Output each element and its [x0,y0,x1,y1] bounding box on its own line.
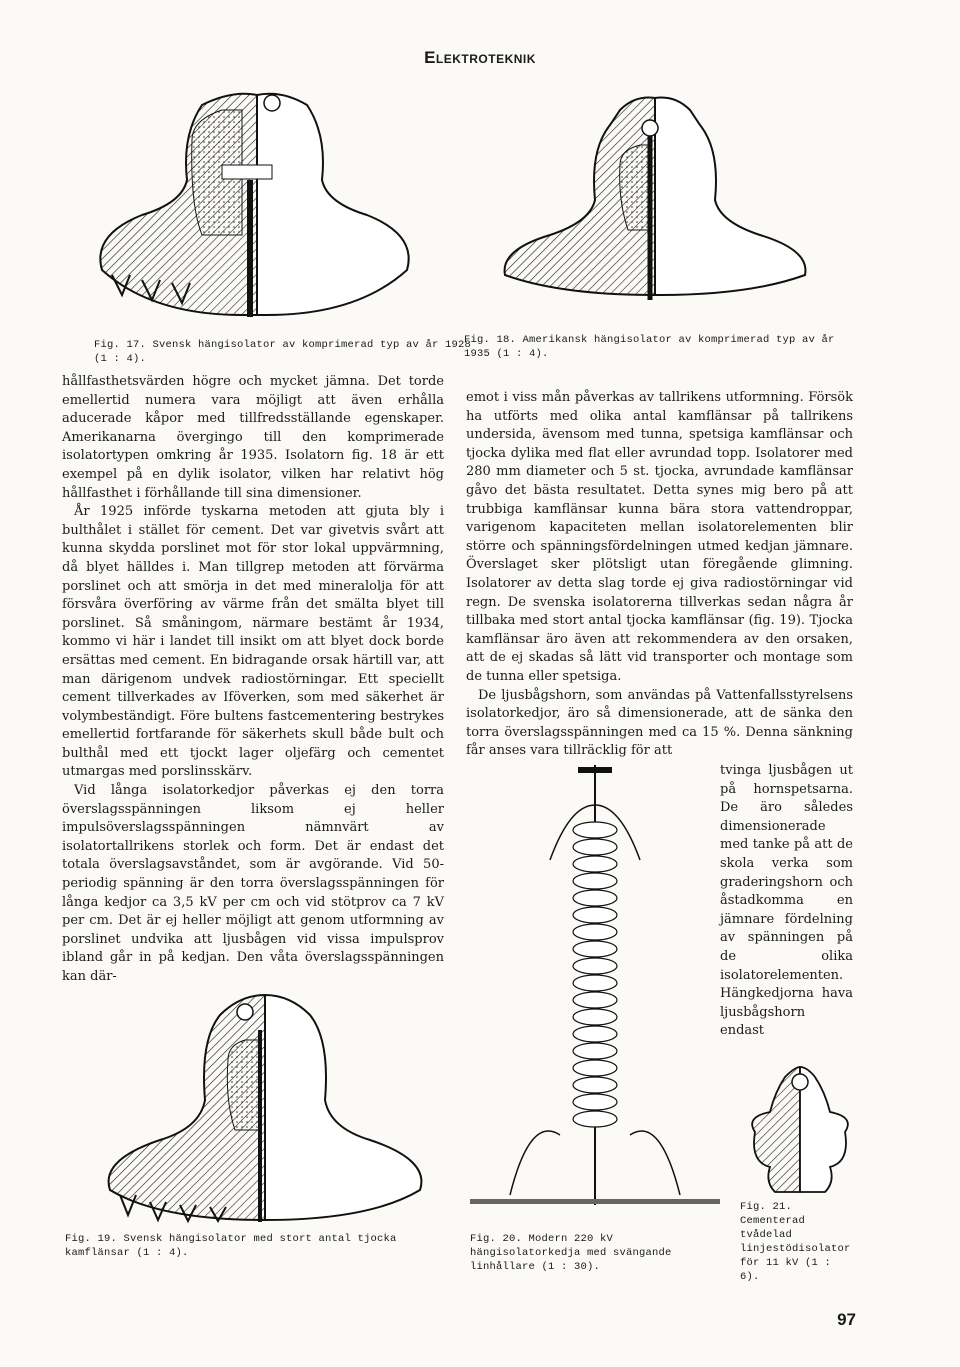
figure-20-insulator-chain-drawing [470,765,720,1215]
figure-19-insulator-drawing [100,990,430,1225]
figure-21-insulator-drawing [735,1062,855,1197]
figure-17-caption: Fig. 17. Svensk hängisolator av komprimerad typ av år 1928 (1 : 4). [94,339,472,365]
page-number: 97 [837,1310,856,1329]
paragraph: Vid långa isolatorkedjor påverkas ej den torra överslagsspänningen liksom ej heller impulsöverslagsspänningen nämnvärt av isolatortallrikens storlek och form. Det är endast det totala överslagsavståndet, som är avgörande. Vid 50-periodig spänning är den torra överslagsspänningen för långa kedjor ca 3,5 kV per cm och vid stötprov ca 7 kV per cm. Det är ej heller möjligt att genom utformning av porslinet undvika att ljusbågen vid vissa impulsprov ibland går in på kedjan. Den våta överslagsspänningen kan där- [62,783,444,984]
figure-18-insulator-drawing [500,90,820,305]
figure-18-caption: Fig. 18. Amerikansk hängisolator av komprimerad typ av år 1935 (1 : 4). [464,334,835,360]
figure-19-caption: Fig. 19. Svensk hängisolator med stort antal tjocka kamflänsar (1 : 4). [65,1233,397,1259]
figure-17-insulator-drawing [72,85,452,325]
paragraph: De ljusbågshorn, som användas på Vattenfallsstyrelsens isolatorkedjor, äro så dimensionerade, att de sänka den torra överslagsspänningen med ca 15 %. Denna sänkning får anses vara tillräcklig för att [466,687,853,759]
left-text-column [62,373,444,987]
right-text-column [466,389,853,761]
paragraph: År 1925 införde tyskarna metoden att gjuta bly i bulthålet i stället för cement. Det var givetvis svårt att kunna skydda porslinet mot för stor lokal uppvärmning, då blyet hälldes i. Man tillgrep metoden att förvärma porslinet och att smörja in det med mineralolja för att försvåra överföring av värme från det smälta blyet till porslinet. Så småningom, närmare bestämt år 1934, kommo vi här i landet till insikt om att blyet dock borde ersättas med cement. En bidragande orsak härtill var, att man därigenom undvek radiostörningar. Ett speciellt cement tillverkades av Iföverken, som med säkerhet är volymbeständigt. Före bultens fastcementering bestrykes emellertid fortfarande för säkerhets skull både bult och bulthål med ett tjockt lager oljefärg och cementet utmargas med porslinsskärv. [62,504,444,780]
page-header: Elektroteknik [424,48,536,67]
paragraph: emot i viss mån påverkas av tallrikens utformning. Försök ha utförts med olika antal kamflänsar på tallrikens undersida, ävensom med tunna, spetsiga kamflänsar och tjocka dylika med flat eller avrundad topp. Isolatorer med 280 mm diameter och 5 st. tjocka, avrundade kamflänsar gåvo det bästa resultatet. Detta synes mig bero på att trubbiga kamflänsar kunna bära stora vattendroppar, varigenom kapaciteten mellan isolatorelementen blir större och spänningsfördelningen utmed kedjan jämnare. Överslaget sker plötsligt utan föregående glimning. Isolatorer av detta slag torde ej giva radiostörningar vid regn. De svenska isolatorerna tillverkas sedan några år tillbaka med stort antal tjocka kamflänsar (fig. 19). Tjocka kamflänsar äro även att rekommendera av den orsaken, att de ej skadas så lätt vid transporter och montage som de tunna eller spetsiga. [466,390,853,684]
paragraph: hållfasthetsvärden högre och mycket jämna. Det torde emellertid numera vara möjligt att även erhålla aducerade kåpor med tillfredsställande egenskaper. Amerikanarna övergingo till den komprimerade isolatortypen omkring år 1935. Isolatorn fig. 18 är ett exempel på en dylik isolator, vilken har relativt hög hållfasthet i förhållande till sina dimensioner. [62,374,444,501]
figure-20-caption: Fig. 20. Modern 220 kV hängisolatorkedja med svängande linhållare (1 : 30). [470,1233,672,1273]
narrow-text-column: tvinga ljusbågen ut på hornspetsarna. De äro således dimensionerade med tanke på att de skola verka som graderingshorn och åstadkomma en jämnare fördelning av spänningen på de olika isolatorelementen. Hängkedjorna hava ljusbågshorn endast [720,763,853,1039]
figure-21-caption: Fig. 21. Cementerad tvådelad linjestödisolator för 11 kV (1 : 6). [740,1201,851,1283]
